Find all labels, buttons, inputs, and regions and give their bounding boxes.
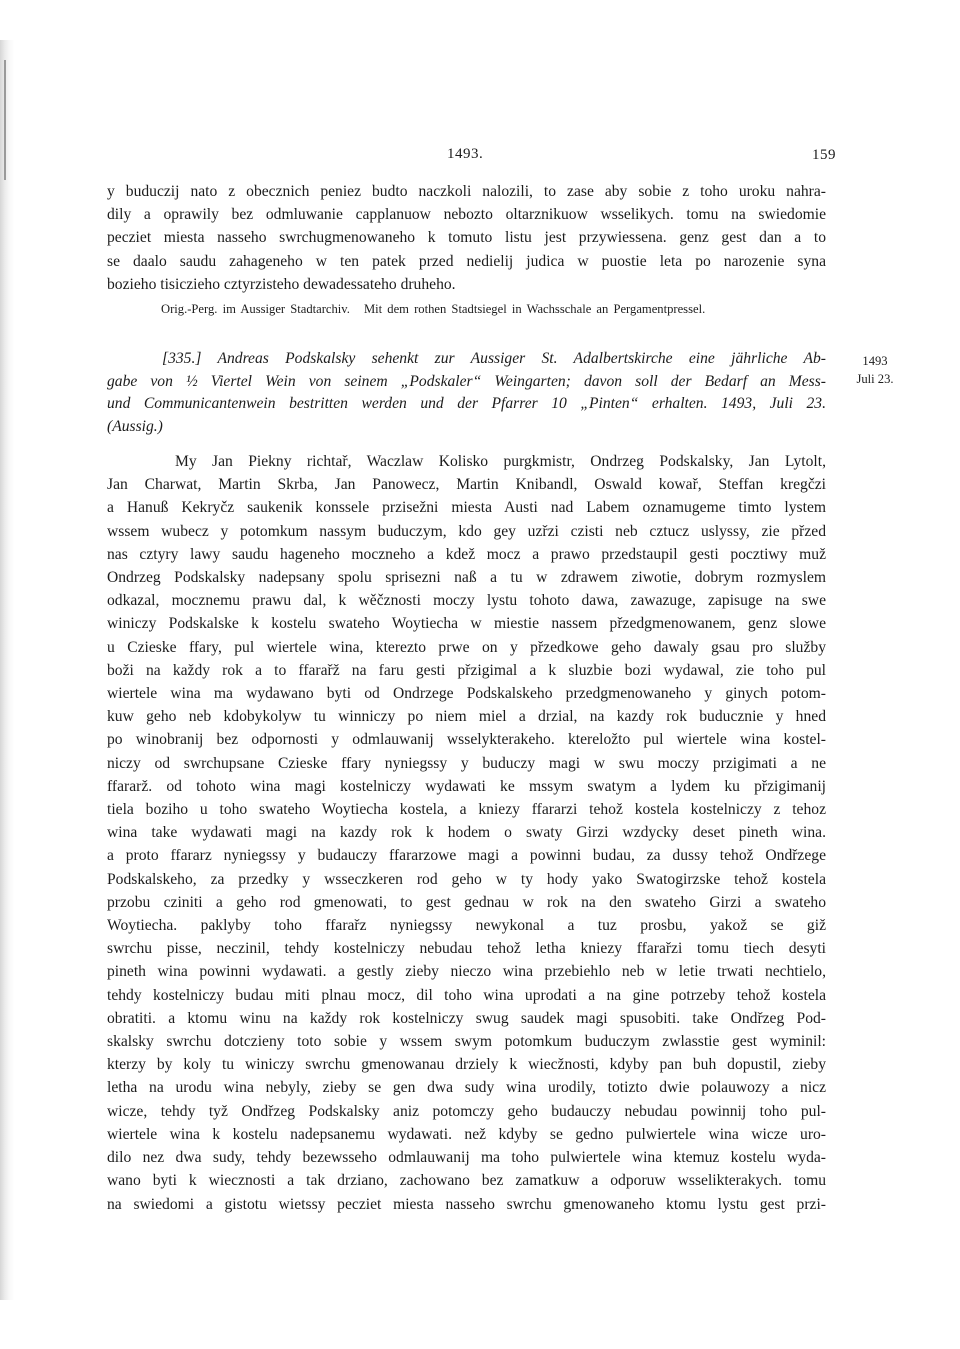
margin-date: [845, 352, 905, 388]
text-line: obratiti. a ktomu winu na každy rok kostelniczy swug saudek magi spusobiti. take Ondřzeg Pod-: [107, 1009, 826, 1027]
text-line: Woytiecha. paklyby toho ffarařz nyniegssy newykonal a tuz prosbu, yakož se giž: [107, 917, 826, 935]
text-line: kuw geho neb kdobykolyw tu winniczy po niem miel a drzial, na kazdy rok buducznie y hned: [107, 708, 826, 726]
text-line: Podskalskeho, za przedky y wsseczkeren rod geho w ty hody yako Swatogirzske tehož kostela: [107, 870, 826, 888]
text-line: winiczy Podskalske k kostelu swateho Woytiecha w miestie nassem přzedgmenowanem, genz slowe: [107, 615, 826, 633]
text-line: letha na urodu wina nebyly, zieby se gen dwa sudy wina urodily, totizto dwie polauwozy a nicz: [107, 1079, 826, 1097]
text-line: y buduczij nato z obecznich peniez budto naczkoli nalozili, to zase aby sobie z toho uroku nahra-: [107, 183, 826, 200]
text-line: przobu cziniti a geho rod gmenowati, to gest gednau w rok na den swateho Girzi a swateho: [107, 893, 826, 911]
text-line: niczy od swrchupsane Czieske ffary nyniegssy y buduczy magi w swu moczy przigimati a ne: [107, 754, 826, 772]
scan-binding-edge: [0, 40, 14, 1300]
text-line: na swiedomi a gistotu wietssy pecziet miesta nasseho swrchu gmenowaneho ktomu lystu gest przi-: [107, 1195, 826, 1213]
text-line: wina take wydawati magi na kazdy rok k hodem o swaty Girzi wzdycky deset pineth wina.: [107, 824, 826, 842]
margin-date-day: Juli 23.: [856, 372, 894, 386]
continued-paragraph: [107, 180, 826, 296]
charter-text: [107, 450, 826, 1216]
text-line: bozieho tisiczieho cztyrzisteho dewadessateho druheho.: [107, 275, 456, 293]
text-line: ffararž. od tohoto wina magi kostelniczy wydawati ke mssym swatym a lydem ku přzigimanij: [107, 777, 826, 795]
text-line: wssem wubecz y potomkum nassym buduczym, kdo gey uzřzi czisti neb cztucz uslyssy, zie přzed: [107, 522, 826, 540]
document-regest: [107, 348, 826, 438]
text-line: Ondrzeg Podskalsky nadepsany spolu sprisezni naß a tu w zdrawem ziwotie, dobrym rozmyslem: [107, 569, 826, 587]
regest-line: gabe von ½ Viertel Wein von seinem „Podskaler“ Weingarten; davon soll der Bedarf an Mess-: [107, 372, 826, 390]
text-line: wano byti k wiecznosti a tak drziano, zachowano bez zamatkuw a odporuw wsselikterakych. tomu: [107, 1172, 826, 1190]
text-line: My Jan Piekny richtař, Waczlaw Kolisko purgkmistr, Ondrzeg Podskalsky, Jan Lytolt,: [175, 453, 826, 470]
text-line: nas cztyry lawy saudu hageneho moczneho a kdež mocz a prawo przedstaupil gesti pocztiwy muž: [107, 545, 826, 563]
regest-line: [335.] Andreas Podskalsky sehenkt zur Aussiger St. Adalbertskirche eine jährliche Ab-: [162, 350, 826, 367]
source-note: [161, 302, 826, 317]
page-number: 159: [812, 147, 836, 163]
text-line: tiela boziho u toho swateho Woytiecha kostela, a kniezy ffararzi tehož kostela kostelniczy z tehoz: [107, 801, 826, 819]
text-line: dilo nez dwa sudy, tehdy bezewsseho odmlauwanij ma toho pulwiertele wina ktemuz kostelu wyda-: [107, 1149, 826, 1167]
text-line: wicze, tehdy tyž Ondřzeg Podskalsky aniz potomczy geho budauczy nebudau powinnij toho pul-: [107, 1102, 826, 1120]
regest-line: und Communicantenwein bestritten werden und der Pfarrer 10 „Pinten“ erhalten. 1493, Juli 23.: [107, 395, 826, 413]
text-line: swrchu pisse, neczinil, tehdy kostelniczy nebudau tehož letha kniezy ffarařzi tomu tiech desyti: [107, 940, 826, 958]
text-line: wiertele wina ma wydawano byti od Ondrzege Podskalskeho przedgmenowaneho y ginych potom-: [107, 685, 826, 703]
text-line: wiertele wina k kostelu nadepsanemu wydawati. než kdyby se gedno pulwiertele wina wicze uro-: [107, 1125, 826, 1143]
scan-edge-mark: [4, 60, 6, 180]
text-line: tehdy kostelniczy budau miti plnau mocz, dil toho wina uprodati a na gine potrzeby tehož kostela: [107, 986, 826, 1004]
text-line: odkazal, mocznemu prawu dal, k wěčznosti moczy lystu tohoto dawa, zawazuge, zapisuge na swe: [107, 592, 826, 610]
text-line: u Czieske ffary, pul wiertele wina, kterezto prwe on y přzedkowe geho dawaly gsau pro služby: [107, 638, 826, 656]
running-header-year: 1493.: [447, 146, 484, 162]
source-note-seal: Mit dem rothen Stadtsiegel in Wachsschale an Pergamentpressel.: [363, 302, 706, 316]
text-line: a Hanuß Kekryčz saukenik konssele przisežni miesta Austi nad Labem oznamugeme timto lystem: [107, 499, 826, 517]
text-line: skalsky swrchu dotczieny toto sobie y wssem swym potomkum buduczym zwlasstie gest wyminil:: [107, 1033, 826, 1051]
regest-line: (Aussig.): [107, 417, 163, 435]
text-line: se daalo saudu zahageneho w ten patek przed nedielij judica w puostie leta po narozenie syna: [107, 252, 826, 270]
text-line: po winobranij bez odpornosti y odmlauwanij wsselykterakeho. ktereložto pul wiertele wina kostel-: [107, 731, 826, 749]
text-line: pineth wina powinni wydawati. a gestly zieby nieczo wina przebiehlo neb w letie trwati nechtielo,: [107, 963, 826, 981]
text-line: dily a oprawily bez odmluwanie capplanuow nebozto oltarznikuow wsselikych. tomu na swiedomie: [107, 206, 826, 224]
text-line: pecziet miesta nasseho swrchugmenowaneho k tomuto listu jest przywiessena. genz gest dan a to: [107, 229, 826, 247]
text-line: a proto ffararz nyniegssy y budauczy ffararzowe magi a powinni budau, za dussy tehož Ondřzege: [107, 847, 826, 865]
text-line: Jan Charwat, Martin Skrba, Jan Panowecz, Martin Knibandl, Oswald kowař, Steffan kregčzi: [107, 476, 826, 494]
text-line: kterzy by koly tu winiczy swrchu gmenowanau drziely k wiecžnosti, kdyby pan buh dopustil, zieby: [107, 1056, 826, 1074]
text-line: boži na každy rok a to ffarařž na faru gesti přzigimal a k sluzbie bozi wydawal, zie toho pul: [107, 661, 826, 679]
margin-date-year: 1493: [862, 354, 888, 368]
source-note-origin: Orig.-Perg. im Aussiger Stadtarchiv.: [161, 302, 350, 316]
